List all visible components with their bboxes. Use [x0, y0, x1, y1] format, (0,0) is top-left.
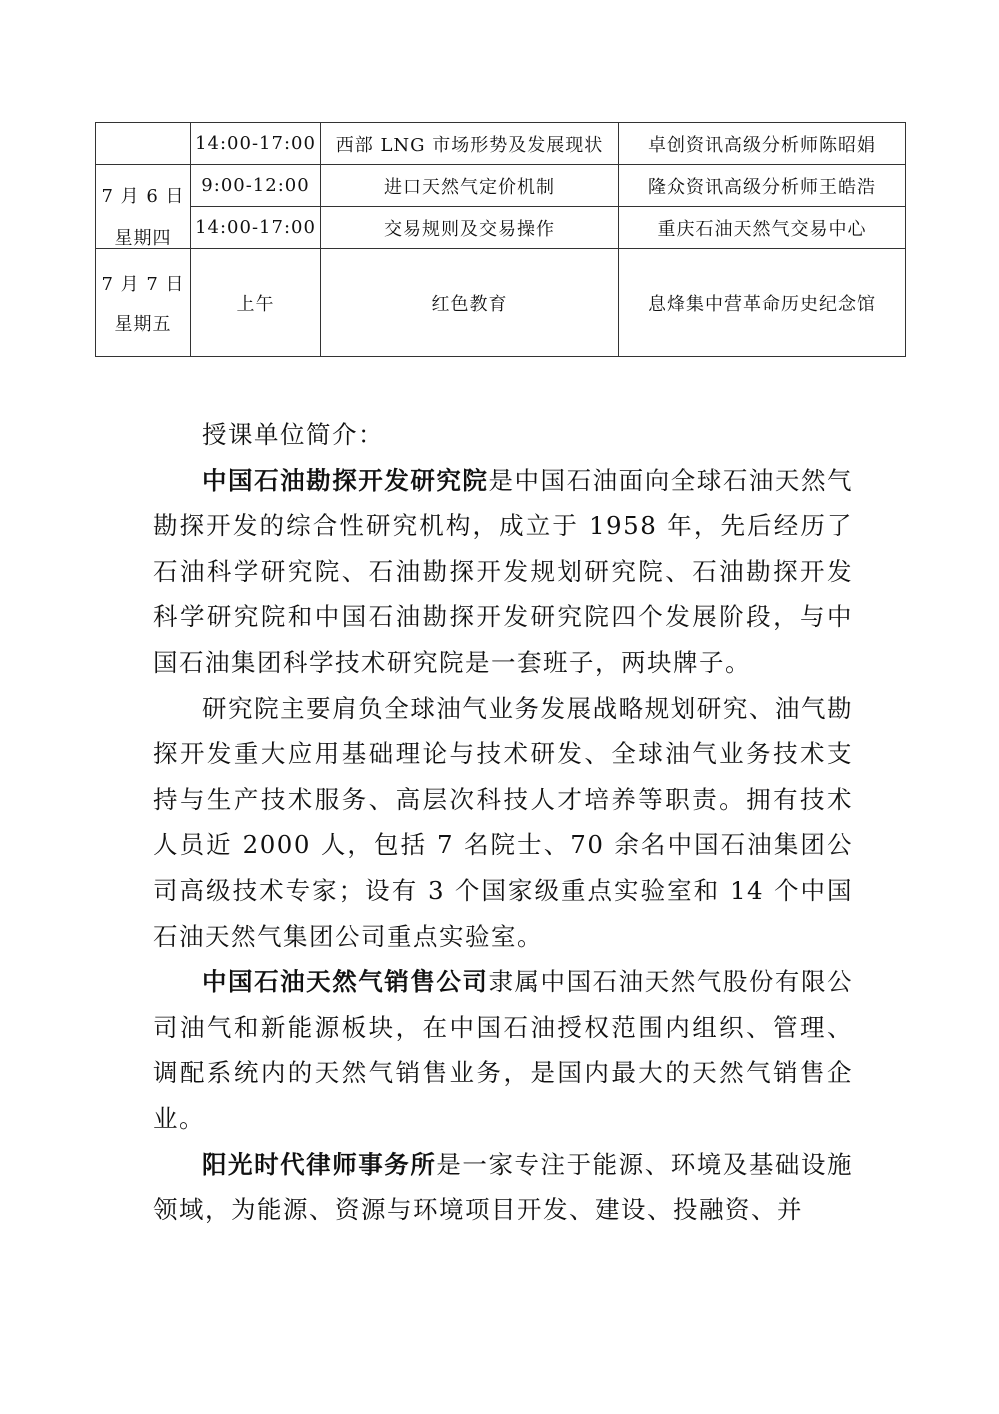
date-label: 7 月 7 日	[101, 273, 185, 295]
intro-heading: 授课单位简介：	[202, 420, 384, 449]
weekday-label: 星期五	[114, 313, 172, 335]
table-row	[96, 249, 906, 357]
date-label: 7 月 6 日	[101, 186, 185, 207]
speaker-cell: 息烽集中营革命历史纪念馆	[619, 249, 906, 357]
topic-cell: 交易规则及交易操作	[321, 207, 619, 249]
speaker-cell: 重庆石油天然气交易中心	[619, 207, 906, 249]
intro-section	[153, 412, 853, 1233]
table-row	[96, 207, 906, 249]
table-row	[96, 165, 906, 207]
org2-paragraph	[153, 959, 853, 1141]
org2-text: 隶属中国石油天然气股份有限公司油气和新能源板块，在中国石油授权范围内组织、管理、调配系统内的天然气销售业务，是国内最大的天然气销售企业。	[153, 967, 854, 1133]
time-cell: 9:00-12:00	[191, 165, 321, 207]
speaker-cell: 卓创资讯高级分析师陈昭娟	[619, 123, 906, 165]
date-cell-empty	[96, 123, 191, 165]
weekday-label: 星期四	[114, 228, 172, 249]
org1-paragraph	[153, 458, 853, 686]
topic-cell: 西部 LNG 市场形势及发展现状	[321, 123, 619, 165]
topic-cell: 进口天然气定价机制	[321, 165, 619, 207]
org2-name: 中国石油天然气销售公司	[202, 967, 489, 997]
org3-name: 阳光时代律师事务所	[202, 1149, 437, 1179]
org1-text: 是中国石油面向全球石油天然气勘探开发的综合性研究机构，成立于 1958 年，先后经历了石油科学研究院、石油勘探开发规划研究院、石油勘探开发科学研究院和中国石油勘探开发研究院四个发展阶段，与中国石油集团科学技术研究院是一套班子，两块牌子。	[153, 465, 854, 677]
date-cell-july7	[96, 249, 191, 357]
org3-text: 是一家专注于能源、环境及基础设施领域，为能源、资源与环境项目开发、建设、投融资、并	[153, 1149, 853, 1225]
table-row	[96, 123, 906, 165]
schedule-table	[95, 122, 906, 357]
time-cell: 上午	[191, 249, 321, 357]
date-cell-july6	[96, 165, 191, 249]
speaker-cell: 隆众资讯高级分析师王皓浩	[619, 165, 906, 207]
org1-name: 中国石油勘探开发研究院	[202, 465, 489, 495]
time-cell: 14:00-17:00	[191, 207, 321, 249]
org1-paragraph-2: 研究院主要肩负全球油气业务发展战略规划研究、油气勘探开发重大应用基础理论与技术研发、全球油气业务技术支持与生产技术服务、高层次科技人才培养等职责。拥有技术人员近 2000 人，包括 7 名院士、70 余名中国石油集团公司高级技术专家；设有 3 个国家级重点实验室和 14 个中国石油天然气集团公司重点实验室。	[153, 693, 853, 951]
time-cell: 14:00-17:00	[191, 123, 321, 165]
org3-paragraph	[153, 1142, 853, 1233]
topic-cell: 红色教育	[321, 249, 619, 357]
